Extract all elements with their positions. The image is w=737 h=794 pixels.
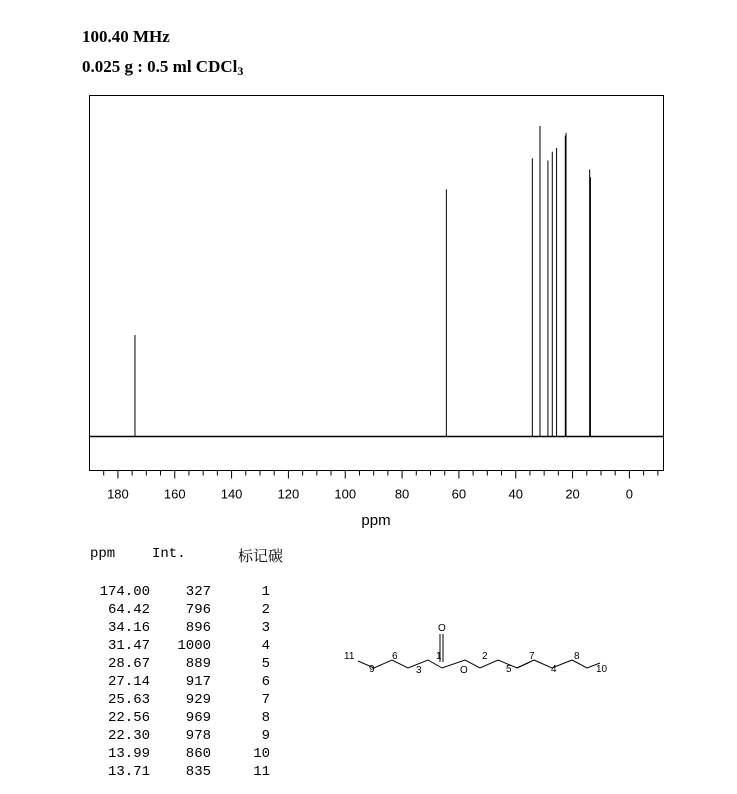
atom-label-8: 8 [574, 651, 580, 662]
cell-assign: 9 [261, 728, 270, 744]
cell-int: 327 [185, 584, 212, 600]
ester-oxygen: O [460, 665, 468, 676]
atom-label-11: 11 [344, 651, 355, 662]
cell-ppm: 13.99 [108, 746, 151, 762]
col-header-int: Int. [152, 546, 186, 562]
atom-label-4: 4 [551, 664, 557, 675]
cell-ppm: 34.16 [108, 620, 151, 636]
plot-frame [90, 96, 664, 471]
cell-int: 978 [185, 728, 212, 744]
carbonyl-oxygen: O [438, 623, 446, 634]
cell-assign: 10 [253, 746, 270, 762]
cell-assign: 5 [261, 656, 270, 672]
sample-main: 0.025 g : 0.5 ml CDCl [82, 57, 238, 76]
tick-label: 0 [625, 486, 634, 502]
cell-assign: 11 [253, 764, 270, 780]
cell-ppm: 28.67 [108, 656, 151, 672]
cell-assign: 2 [261, 602, 270, 618]
cell-assign: 4 [261, 638, 270, 654]
cell-int: 835 [185, 764, 212, 780]
atom-label-7: 7 [529, 651, 535, 662]
atom-label-6: 6 [392, 651, 398, 662]
ester-oxygen-bonds [517, 662, 530, 668]
cell-ppm: 64.42 [108, 602, 151, 618]
atom-label-2: 2 [482, 651, 488, 662]
sample-subscript: 3 [237, 64, 244, 78]
cell-ppm: 25.63 [108, 692, 151, 708]
tick-label: 20 [565, 486, 580, 502]
tick-label: 140 [220, 486, 243, 502]
cell-int: 896 [185, 620, 212, 636]
cell-assign: 8 [261, 710, 270, 726]
cell-int: 796 [185, 602, 212, 618]
cell-assign: 6 [261, 674, 270, 690]
tick-label: 180 [107, 486, 129, 502]
x-axis-ticks [104, 471, 658, 479]
cell-ppm: 31.47 [108, 638, 151, 654]
atom-label-5: 5 [506, 664, 512, 675]
tick-label: 100 [334, 486, 357, 502]
cell-ppm: 13.71 [108, 764, 151, 780]
cell-int: 917 [185, 674, 212, 690]
tick-label: 120 [277, 486, 300, 502]
cell-assign: 1 [261, 584, 270, 600]
cell-ppm: 22.56 [108, 710, 151, 726]
cell-ppm: 174.00 [99, 584, 151, 600]
atom-label-10: 10 [596, 664, 608, 675]
atom-label-3: 3 [416, 665, 422, 676]
cell-assign: 3 [261, 620, 270, 636]
cell-ppm: 27.14 [108, 674, 151, 690]
tick-label: 60 [451, 486, 467, 502]
tick-label: 40 [508, 486, 523, 502]
peaks [135, 126, 590, 437]
cell-assign: 7 [261, 692, 270, 708]
cell-ppm: 22.30 [108, 728, 151, 744]
cell-int: 969 [185, 710, 212, 726]
atom-label-1: 1 [436, 651, 442, 662]
col-header-assignment: 标记碳 [238, 547, 284, 565]
cell-int: 860 [185, 746, 212, 762]
tick-label: 80 [394, 486, 410, 502]
atom-label-9: 9 [369, 664, 375, 675]
x-axis-tick-labels [107, 487, 633, 502]
frequency-label: 100.40 MHz [82, 27, 170, 46]
molecule-structure [330, 615, 630, 690]
cell-int: 1000 [177, 638, 211, 654]
cell-int: 929 [185, 692, 212, 708]
x-axis-label: ppm [361, 512, 391, 529]
col-header-ppm: ppm [90, 546, 116, 562]
tick-label: 160 [163, 486, 186, 502]
cell-int: 889 [185, 656, 212, 672]
